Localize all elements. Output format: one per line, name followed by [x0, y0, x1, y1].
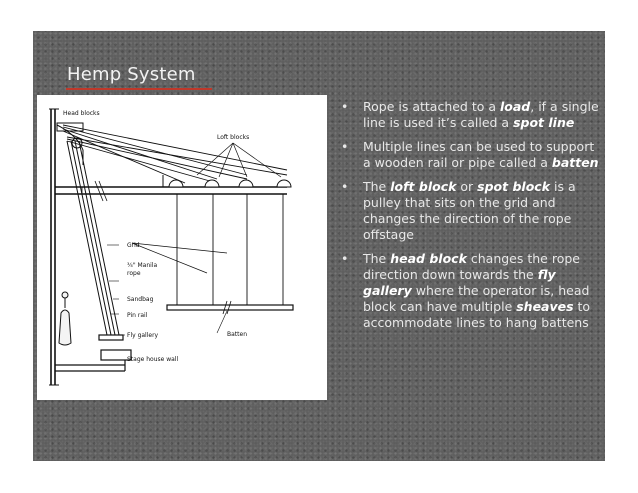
label-manila-rope-1: ¾" Manila — [127, 262, 158, 269]
sandbag — [59, 292, 71, 345]
hemp-system-diagram — [37, 95, 327, 400]
stage-house-wall-structure — [49, 109, 59, 385]
label-batten: Batten — [227, 331, 247, 338]
bullet-item: • Multiple lines can be used to support a wooden rail or pipe called a batten — [341, 139, 599, 170]
bullet-dot-icon: • — [341, 99, 349, 114]
label-sandbag: Sandbag — [127, 296, 154, 303]
bullet-dot-icon: • — [341, 139, 349, 154]
bullet-list — [333, 99, 603, 339]
bullet-item: • The loft block or spot block is a pulley that sits on the grid and changes the direction of the rope offstage — [341, 179, 576, 242]
label-grid: Grid — [127, 242, 140, 249]
bullet-item: • Rope is attached to a load, if a single line is used it’s called a spot line — [341, 99, 599, 130]
label-fly-gallery: Fly gallery — [127, 332, 159, 339]
loft-blocks — [163, 175, 291, 187]
bullet-dot-icon: • — [341, 179, 349, 194]
label-loft-blocks: Loft blocks — [217, 134, 250, 141]
label-manila-rope-2: rope — [127, 270, 141, 277]
label-pin-rail: Pin rail — [127, 312, 148, 319]
title-underline — [66, 88, 212, 90]
bullet-item: • The head block changes the rope direction down towards the fly gallery where the operator is, head block can have multiple sheaves to accommodate lines to hang battens — [341, 251, 591, 330]
batten-pipe — [167, 301, 293, 314]
label-leaders — [107, 245, 227, 335]
operating-lines — [67, 141, 119, 335]
slide-title: Hemp System — [67, 64, 196, 85]
lift-lines — [63, 125, 287, 183]
batten-lines — [177, 194, 283, 307]
bullet-dot-icon: • — [341, 251, 349, 266]
label-stage-house-wall: Stage house wall — [127, 356, 179, 363]
label-head-blocks: Head blocks — [63, 110, 100, 117]
slide — [33, 31, 605, 461]
